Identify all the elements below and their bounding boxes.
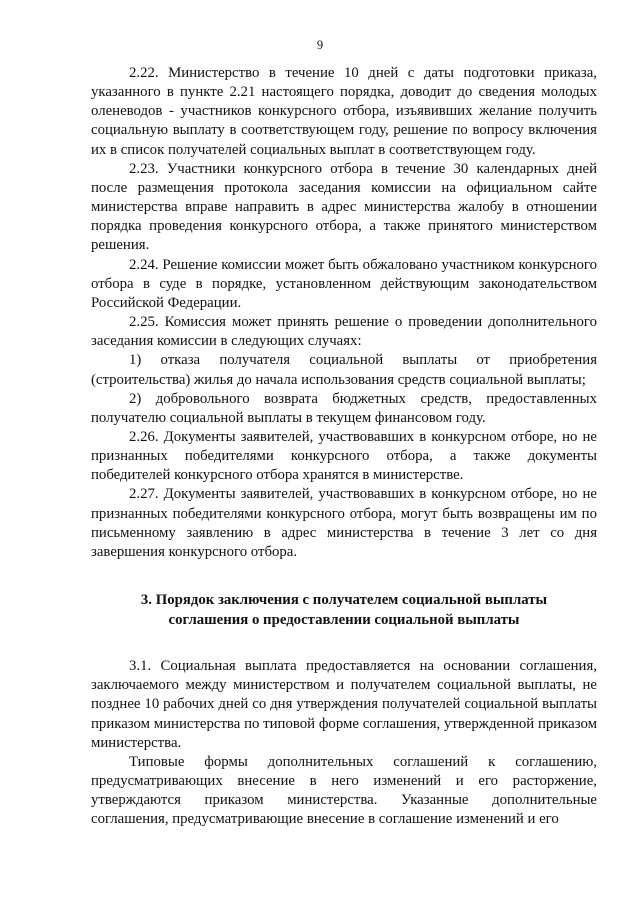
paragraph-2-26: 2.26. Документы заявителей, участвовавших в конкурсном отборе, но не признанных победителями конкурсного отбора, а также документы победителей конкурсного отбора хранятся в министерстве. bbox=[91, 428, 597, 484]
section-heading-line-1: 3. Порядок заключения с получателем социальной выплаты bbox=[140, 592, 548, 609]
page-number: 9 bbox=[316, 38, 324, 52]
section-heading bbox=[91, 591, 597, 630]
list-item-2: 2) добровольного возврата бюджетных средств, предоставленных получателю социальной выплаты в текущем финансовом году. bbox=[91, 390, 597, 426]
paragraph-2-22: 2.22. Министерство в течение 10 дней с даты подготовки приказа, указанного в пункте 2.21 настоящего порядка, доводит до сведения молодых оленеводов - участников конкурсного отбора, изъявивших желание получить социальную выплату в соответствующем году, решение по вопросу включения их в список получателей социальных выплат в соответствующем году. bbox=[91, 65, 597, 158]
paragraph-typical-forms: Типовые формы дополнительных соглашений к соглашению, предусматривающих внесение в него изменений и его расторжение, утверждаются приказом министерства. Указанные дополнительные соглашения, предусматривающие внесение в соглашение изменений и его bbox=[91, 753, 597, 828]
paragraph-2-23: 2.23. Участники конкурсного отбора в течение 30 календарных дней после размещения протокола заседания комиссии на официальном сайте министерства вправе направить в адрес министерства жалобу в отношении порядка проведения конкурсного отбора, а также принятого министерством решения. bbox=[91, 160, 597, 254]
document-body bbox=[91, 64, 597, 829]
paragraph-2-25: 2.25. Комиссия может принять решение о проведении дополнительного заседания комиссии в следующих случаях: bbox=[91, 314, 597, 350]
section-heading-line-2: соглашения о предоставлении социальной выплаты bbox=[168, 611, 520, 628]
paragraph-3-1: 3.1. Социальная выплата предоставляется на основании соглашения, заключаемого между министерством и получателем социальной выплаты, не позднее 10 рабочих дней со дня утверждения получателей социальной выплаты приказом министерства по типовой форме соглашения, утвержденной приказом министерства. bbox=[91, 658, 597, 751]
paragraph-2-27: 2.27. Документы заявителей, участвовавших в конкурсном отборе, но не признанных победителями конкурсного отбора, могут быть возвращены им по письменному заявлению в адрес министерства в течение 3 лет со дня завершения конкурсного отбора. bbox=[91, 486, 597, 560]
list-item-1: 1) отказа получателя социальной выплаты от приобретения (строительства) жилья до начала использования средств социальной выплаты; bbox=[91, 352, 597, 388]
paragraph-2-24: 2.24. Решение комиссии может быть обжаловано участником конкурсного отбора в суде в порядке, установленном действующим законодательством Российской Федерации. bbox=[91, 256, 597, 311]
